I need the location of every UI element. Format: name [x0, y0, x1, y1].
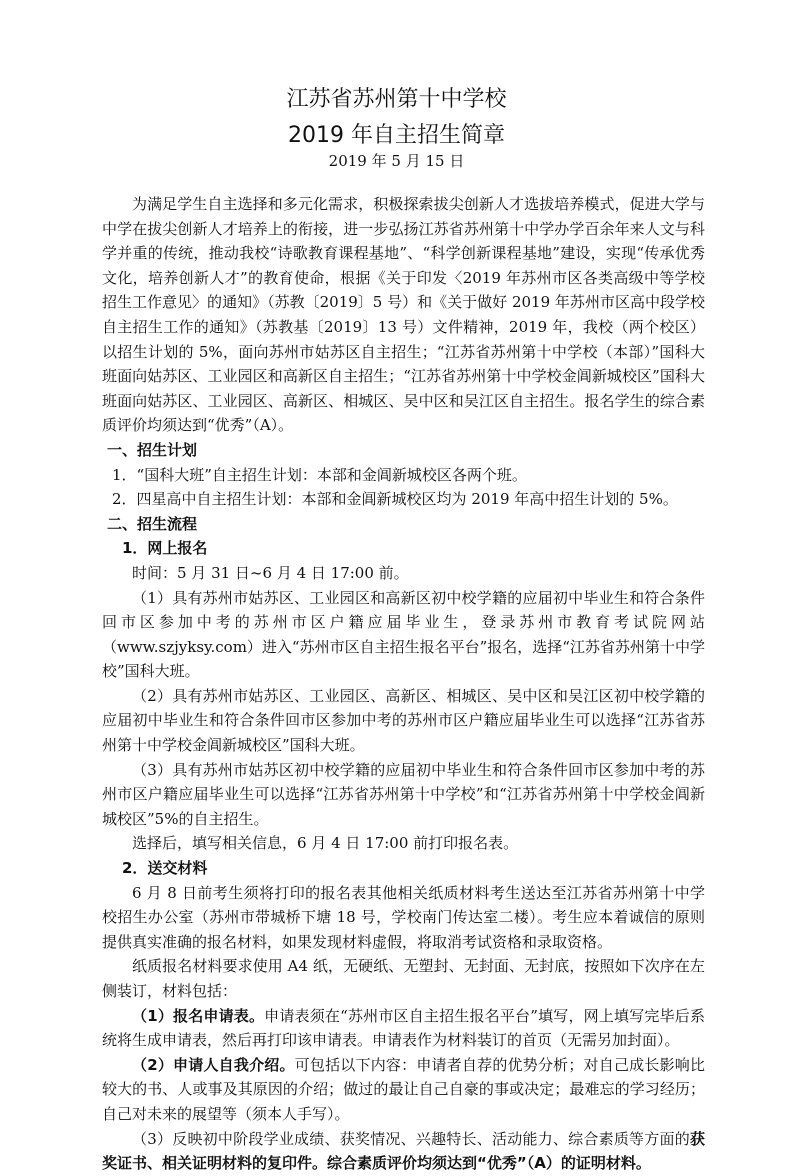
registration-rule-2: （2）具有苏州市姑苏区、工业园区、高新区、相城区、吴中区和吴江区初中校学籍的应届初中毕业生和符合条件回市区参加中考的苏州市区户籍应届毕业生可以选择“江苏省苏州第十中学校金阊新城校区”国科大班。: [102, 686, 705, 755]
material-item-self-intro: [102, 1053, 705, 1127]
subheading-online-registration: 1．网上报名: [122, 539, 208, 558]
school-title: 江苏省苏州第十中学校: [286, 87, 507, 112]
material-item-text: （3）反映初中阶段学业成绩、获奖情况、兴趣特长、活动能力、综合素质等方面的: [132, 1129, 690, 1148]
document-date: 2019 年 5 月 15 日: [328, 152, 465, 170]
material-item-label: （2）申请人自我介绍。: [132, 1055, 295, 1074]
registration-time: 时间：5 月 31 日~6 月 4 日 17:00 前。: [132, 563, 409, 582]
materials-format-paragraph: 纸质报名材料要求使用 A4 纸，无硬纸、无塑封、无封面、无封底，按照如下次序在左侧装订，材料包括：: [102, 957, 705, 1000]
section-heading-plan: 一、招生计划: [107, 440, 198, 459]
plan-item: 1．“国科大班”自主招生计划：本部和金阊新城校区各两个班。: [112, 465, 527, 484]
material-item-certificates: [102, 1127, 705, 1176]
document-title: 2019 年自主招生简章: [288, 123, 505, 148]
submit-deadline-paragraph: 6 月 8 日前考生须将打印的报名表其他相关纸质材料考生送达至江苏省苏州第十中学校招生办公室（苏州市带城桥下塘 18 号，学校南门传达室二楼）。考生应本着诚信的原则提供真实准确的报名材料，如果发现材料虚假，将取消考试资格和录取资格。: [102, 883, 705, 951]
material-item-text: 申请表须在“苏州市区自主招生报名平台”填写，网上填写完毕后系统将生成申请表，然后再打印该申请表。申请表作为材料装订的首页（无需另加封面）。: [102, 1006, 705, 1050]
section-heading-process: 二、招生流程: [107, 514, 198, 533]
material-item-emphasis: 获奖证书、相关证明材料的复印件。综合素质评价均须达到“优秀”（A）的证明材料。: [102, 1129, 705, 1173]
material-item-text: 可包括以下内容：申请者自荐的优势分析；对自己成长影响比较大的书、人或事及其原因的介绍；做过的最让自己自豪的事或决定；最难忘的学习经历；自己对未来的展望等（须本人手写）。: [102, 1055, 705, 1123]
plan-item: 2．四星高中自主招生计划：本部和金阊新城校区均为 2019 年高中招生计划的 5%。: [112, 490, 678, 509]
subheading-submit-materials: 2．送交材料: [122, 859, 208, 878]
intro-paragraph: 为满足学生自主选择和多元化需求，积极探索拔尖创新人才选拔培养模式，促进大学与中学在拔尖创新人才培养上的衔接，进一步弘扬江苏省苏州第十中学办学百余年来人文与科学并重的传统，推动我校“诗歌教育课程基地”、“科学创新课程基地”建设，实现“传承优秀文化，培养创新人才”的教育使命，根据《关于印发〈2019 年苏州市区各类高级中等学校招生工作意见〉的通知》（苏教〔2019〕5 号）和《关于做好 2019 年苏州市区高中段学校自主招生工作的通知》（苏教基〔2019〕13 号）文件精神，2019 年，我校（两个校区）以招生计划的 5%，面向苏州市姑苏区自主招生；“江苏省苏州第十中学校（本部）”国科大班面向姑苏区、工业园区和高新区自主招生；“江苏省苏州第十中学校金阊新城校区”国科大班面向姑苏区、工业园区、高新区、相城区、吴中区和吴江区自主招生。报名学生的综合素质评价均须达到“优秀”（A）。: [102, 195, 705, 435]
registration-rule-1: （1）具有苏州市姑苏区、工业园区和高新区初中校学籍的应届初中毕业生和符合条件回市区参加中考的苏州市区户籍应届毕业生，登录苏州市教育考试院网站（www.szjyksy.com）进入“苏州市区自主招生报名平台”报名，选择“江苏省苏州第十中学校”国科大班。: [102, 588, 705, 681]
document-body: [102, 192, 705, 1176]
material-item-label: （1）报名申请表。: [132, 1006, 265, 1025]
registration-rule-3: （3）具有苏州市姑苏区初中校学籍的应届初中毕业生和符合条件回市区参加中考的苏州市区户籍应届毕业生可以选择“江苏省苏州第十中学校”和“江苏省苏州第十中学校金阊新城校区”5%的自主招生。: [102, 760, 705, 828]
material-item-application-form: [102, 1004, 705, 1053]
registration-print-note: 选择后，填写相关信息，6 月 4 日 17:00 前打印报名表。: [132, 834, 519, 853]
